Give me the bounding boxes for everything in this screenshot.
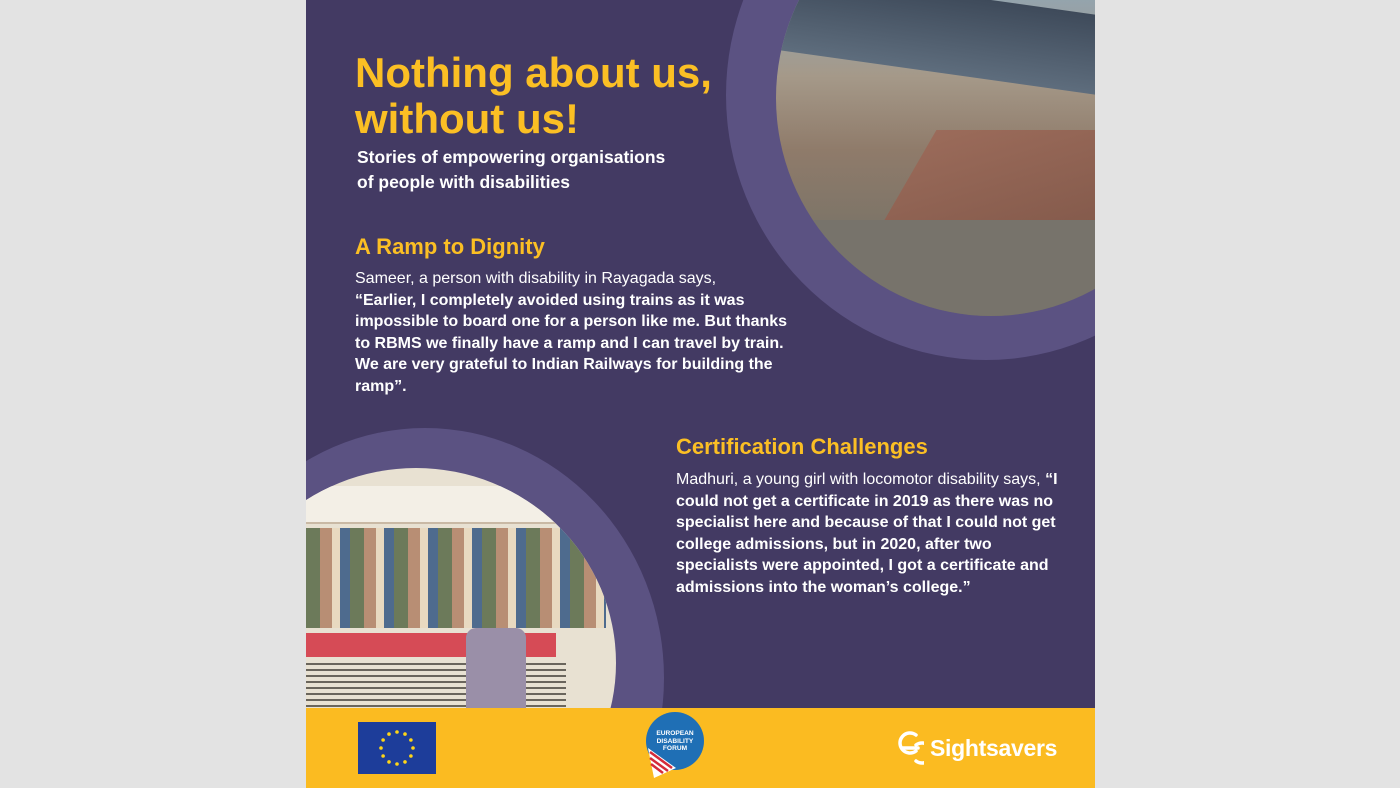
footer-bar bbox=[306, 708, 1095, 788]
subtitle-line-1: Stories of empowering organisations bbox=[357, 147, 666, 167]
sightsavers-logo bbox=[896, 728, 1057, 768]
story-quote-certification: “I could not get a certificate in 2019 as there was no specialist here and because of that I could not get college admissions, but in 2020, after two specialists were appointed, I got a certificate and admissions into the woman’s college.” bbox=[676, 471, 1058, 596]
story-intro-ramp: Sameer, a person with disability in Rayagada says, bbox=[355, 270, 717, 287]
story-body-ramp bbox=[355, 268, 795, 397]
edf-line-3: FORUM bbox=[662, 745, 688, 752]
story-intro-certification: Madhuri, a young girl with locomotor disability says, bbox=[676, 471, 1041, 488]
poster bbox=[306, 0, 1095, 788]
sightsavers-logo-icon bbox=[896, 729, 924, 767]
story-quote-ramp: “Earlier, I completely avoided using trains as it was impossible to board one for a person like me. But thanks to RBMS we finally have a ramp and I can travel by train. We are very grateful to Indian Railways for building the ramp”. bbox=[355, 291, 788, 395]
edf-logo-icon bbox=[646, 712, 708, 774]
subtitle-line-2: of people with disabilities bbox=[357, 172, 570, 192]
story-heading-certification: Certification Challenges bbox=[676, 434, 928, 459]
edf-line-2: DISABILITY bbox=[656, 737, 694, 745]
story-body-certification bbox=[676, 469, 1066, 598]
title-line-1: Nothing about us, bbox=[355, 49, 712, 96]
title-line-2: without us! bbox=[355, 95, 579, 142]
eu-flag-icon bbox=[358, 722, 436, 774]
edf-line-1: EUROPEAN bbox=[656, 730, 694, 737]
page-title bbox=[355, 50, 775, 142]
story-heading-ramp: A Ramp to Dignity bbox=[355, 234, 545, 259]
railway-ramp-photo bbox=[776, 0, 1095, 316]
page-subtitle bbox=[357, 145, 717, 195]
sightsavers-wordmark: Sightsavers bbox=[930, 734, 1058, 761]
